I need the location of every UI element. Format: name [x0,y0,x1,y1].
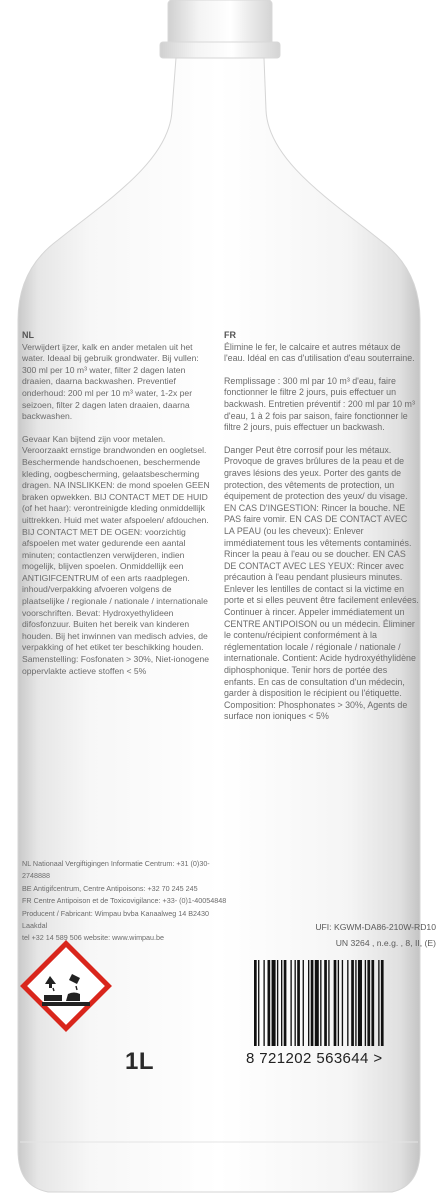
contact-line-be: BE Antigifcentrum, Centre Antipoisons: +32 70 245 245 [22,883,198,893]
barcode-bar [342,960,343,1046]
barcode-bar [324,960,327,1046]
ufi-code: UFI: KGWM-DA86-210W-RD10 [315,922,436,932]
nl-usage-paragraph: Verwijdert ijzer, kalk en ander metalen uit het water. Ideaal bij gebruik grondwater. Bij vullen: 300 ml per 10 m³ water, filter 2 dagen laten draaien, daarna backwashen. Preventief onderhoud: 200 ml per 10 m³ water, 1-2x per seizoen, filter 2 dagen laten draaien, daarna backwashen. [22,341,199,422]
barcode-bar [367,960,370,1046]
barcode-bar [328,960,329,1046]
un-code: UN 3264 , n.e.g. , 8, II, (E) [335,938,436,948]
fr-safety-paragraph: Danger Peut être corrosif pour les métaux. Provoque de graves brûlures de la peau et de graves lésions des yeux. Porter des gants de protection, des vêtements de protection, un équipement de protection des yeux/ du visage. EN CAS D'INGESTION: Rincer la bouche. NE PAS faire vomir. EN CAS DE CONTACT AVEC LA PEAU (ou les cheveux): Enlever immédiatement tous les vêtements contaminés. Rincer la peau à l'eau ou se doucher. EN CAS DE CONTACT AVEC LES YEUX: Rincer avec précaution à l'eau pendant plusieurs minutes. Enlever les lentilles de contact si la victime en porte et si elles peuvent être facilement enlevées. Continuer à rincer. Appeler immédiatement un CENTRE ANTIPOISON ou un médecin. Éliminer le contenu/récipient conformément à la réglementation locale / régionale / nationale / internationale. Contient: Acide hydroxyéthylidène diphosphonique. Tenir hors de portée des enfants. En cas de consultation d'un médecin, garder à disposition le récipient ou l'étiquette. Composition: Phosphonates > 30%, Agents de surface non ioniques < 5% [224,444,419,722]
barcode-bar [303,960,304,1046]
fr-usage-paragraph: Remplissage : 300 ml par 10 m³ d'eau, faire fonctionner le filtre 2 jours, puis effectuer un backwash. Entretien préventif : 200 ml par 10 m³ d'eau, 1 à 2 fois par saison, faire fonctionner le filtre 2 jours, puis effectuer un backwash. [224,375,415,433]
contact-block [22,858,232,945]
barcode-bar [320,960,321,1046]
barcode-bar [315,960,319,1046]
barcode-bar [297,960,300,1046]
barcode-bar [351,960,354,1046]
fr-column [224,330,420,734]
barcode-digits: 8 721202 563644 > [246,1050,383,1067]
barcode-bars [242,960,432,1050]
barcode-bar [347,960,348,1046]
barcode-bar [258,960,259,1046]
barcode-bar [355,960,356,1046]
barcode-bar [381,960,384,1046]
barcode-bar [365,960,366,1046]
barcode-bar [277,960,278,1046]
barcode-bar [268,960,271,1046]
barcode-bar [338,960,339,1046]
barcode-bar [263,960,264,1046]
volume-label: 1L [125,1048,155,1075]
barcode-bar [254,960,257,1046]
ufi-block [224,919,439,951]
barcode-bar [358,960,362,1046]
barcode-bar [311,960,314,1046]
barcode-bar [290,960,291,1046]
contact-line-nl: NL Nationaal Vergiftigingen Informatie Centrum: +31 (0)30-2748888 [22,859,210,881]
barcode-bar [378,960,379,1046]
contact-line-fr: FR Centre Antipoison et de Toxicovigilance: +33- (0)1-40054848 [22,896,227,906]
barcode-bar [334,960,337,1046]
contact-line-producer: Producent / Fabricant: Wimpau bvba Kanaalweg 14 B2430 Laakdal [22,908,209,931]
nl-column [22,330,212,688]
nl-title: NL [22,330,34,340]
contact-line-website: tel +32 14 589 506 website: www.wimpau.be [22,933,165,943]
fr-intro-paragraph: Élimine le fer, le calcaire et autres métaux de l'eau. Idéal en cas d'utilisation d'eau souterraine. [224,341,415,364]
barcode-bar [308,960,309,1046]
barcode-bar [295,960,296,1046]
fr-title: FR [224,330,236,340]
barcode-bar [272,960,276,1046]
corrosive-hazard-icon [20,940,112,1032]
barcode-bar [371,960,374,1046]
nl-safety-paragraph: Gevaar Kan bijtend zijn voor metalen. Veroorzaakt ernstige brandwonden en oogletsel. Beschermende handschoenen, beschermende kleding, oogbescherming, gelaatsbescherming dragen. NA INSLIKKEN: de mond spoelen GEEN braken opwekken. BIJ CONTACT MET DE HUID (of het haar): verontreinigde kleding onmiddellijk uittrekken. Huid met water afspoelen/ afdouchen. BIJ CONTACT MET DE OGEN: voorzichtig afspoelen met water gedurende een aantal minuten; contactlenzen verwijderen, indien mogelijk, blijven spoelen. Onmiddellijk een ANTIGIFCENTRUM of een arts raadplegen. inhoud/verpakking afvoeren volgens de plaatselijke / regionale / nationale / internationale voorschriften. Bevat: Hydroxyethylideen difosfonzuur. Buiten het bereik van kinderen houden. Bij het inwinnen van medisch advies, de verpakking of het etiket ter beschikking houden. Samenstelling: Fosfonaten > 30%, Niet-ionogene oppervlakte actieve stoffen < 5% [22,433,210,676]
barcode-bar [284,960,287,1046]
barcode-bar [281,960,282,1046]
